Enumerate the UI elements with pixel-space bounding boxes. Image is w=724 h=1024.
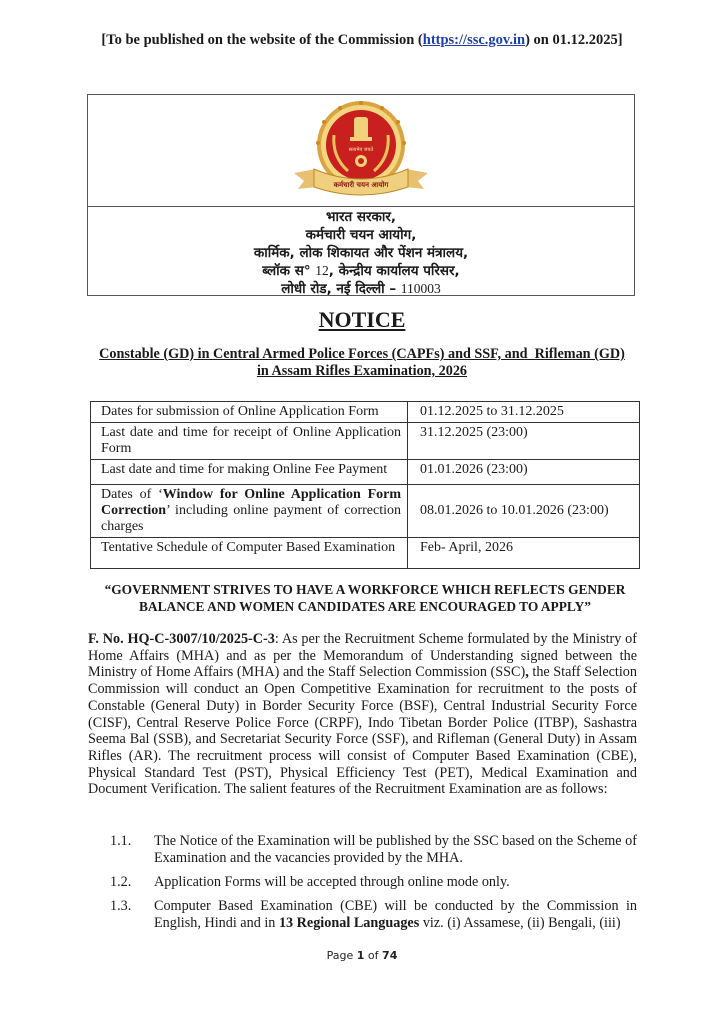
date-label [91,485,408,538]
label-text: Dates of ‘ [101,487,163,502]
date-value: 01.12.2025 to 31.12.2025 [408,402,640,423]
item-text: The Notice of the Examination will be published by the SSC based on the Scheme of Examination and the vacancies provided by the MHA. [154,833,637,866]
ssc-emblem-icon [286,99,436,203]
item-text-bold: 13 Regional Languages [278,914,420,931]
intro-paragraph [88,631,637,798]
publication-note-suffix: ) on 01.12.2025] [525,32,623,48]
table-row [91,460,640,485]
table-row [91,402,640,423]
file-number: F. No. HQ-C-3007/10/2025-C-3 [88,631,275,647]
exam-title-line: Constable (GD) in Central Armed Police Forces (CAPFs) and SSF, and Rifleman (GD) [99,346,625,362]
address-text: ब्लॉक स° [262,263,316,279]
notice-title: NOTICE [318,307,406,332]
page-footer [0,949,724,962]
date-label: Tentative Schedule of Computer Based Examination [91,538,408,569]
block-number: 12 [315,263,329,278]
address-text: , केन्द्रीय कार्यालय परिसर, [328,263,460,279]
address-line: कार्मिक, लोक शिकायत और पेंशन मंत्रालय, [253,245,469,261]
address-line: कर्मचारी चयन आयोग, [305,227,417,243]
date-label: Dates for submission of Online Application Form [91,402,408,423]
item-text-part: viz. (i) Assamese, (ii) Bengali, (iii) [419,914,621,931]
svg-text:कर्मचारी चयन आयोग: कर्मचारी चयन आयोग [333,181,389,189]
exam-title-line: in Assam Rifles Examination, 2026 [256,363,468,379]
item-number: 1.3. [110,898,132,914]
page-label: Page [326,949,357,962]
page-of: of [364,949,383,962]
table-row [91,485,640,538]
date-value: 01.01.2026 (23:00) [408,460,640,485]
date-value: Feb- April, 2026 [408,538,640,569]
current-page: 1 [356,949,365,962]
date-value: 08.01.2026 to 10.01.2026 (23:00) [408,485,640,538]
intro-text: the Staff Selection Commission will conduct an Open Competitive Examination for recruitment to the posts of Constable (General Duty) in Border Security Force (BSF), Central Industrial Security Force (CISF), Central Reserve Police Force (CRPF), Indo Tibetan Border Police (ITBP), Sashastra Seema Bal (SSB), and Secretariat Security Force (SSF), and Rifleman (General Duty) in Assam Rifles (AR). The recruitment process will consist of Computer Based Examination (CBE), Physical Standard Test (PST), Physical Efficiency Test (PET), Medical Examination and Document Verification. The salient features of the Recruitment Examination are as follows: [88,664,637,798]
important-dates-table [90,401,640,569]
svg-text:सत्यमेव जयते: सत्यमेव जयते [348,147,374,153]
item-number: 1.1. [110,833,132,849]
date-label: Last date and time for making Online Fee Payment [91,460,408,485]
letterhead-box [87,94,635,296]
intro-comma: , [525,664,529,681]
label-text: ’ including online payment of correction charges [101,503,401,534]
label-bold-text: Window for Online Application Form Correction [101,487,401,518]
total-pages: 74 [382,949,398,962]
item-text-part: Computer Based Examination (CBE) will be conducted by the Commission in English, Hindi and in [154,898,637,931]
ministry-address [88,208,634,298]
commission-website-link[interactable]: https://ssc.gov.in [422,32,526,48]
pin-code: 110003 [400,281,441,296]
item-number: 1.2. [110,874,132,890]
date-value: 31.12.2025 (23:00) [408,423,640,460]
item-text [154,898,637,931]
item-text: Application Forms will be accepted through online mode only. [154,874,510,890]
intro-text: : As per the Recruitment Scheme formulated by the Ministry of Home Affairs (MHA) and as per the Memorandum of Understanding signed between the Ministry of Home Affairs (MHA) and the Staff Selection Commission (SSC) [88,631,638,681]
date-label: Last date and time for receipt of Online Application Form [91,423,408,460]
publication-note [0,32,724,49]
publication-note-prefix: [To be published on the website of the Commission ( [101,32,423,48]
exam-title [60,346,664,380]
address-text: लोधी रोड, नई दिल्ली – [281,281,401,297]
address-line [88,280,634,298]
address-line [88,262,634,280]
logo-cell [88,95,634,207]
table-row [91,423,640,460]
gender-balance-quote: “GOVERNMENT STRIVES TO HAVE A WORKFORCE WHICH REFLECTS GENDER BALANCE AND WOMEN CANDIDATES ARE ENCOURAGED TO APPLY” [104,582,626,614]
address-line: भारत सरकार, [325,209,397,225]
table-row [91,538,640,569]
